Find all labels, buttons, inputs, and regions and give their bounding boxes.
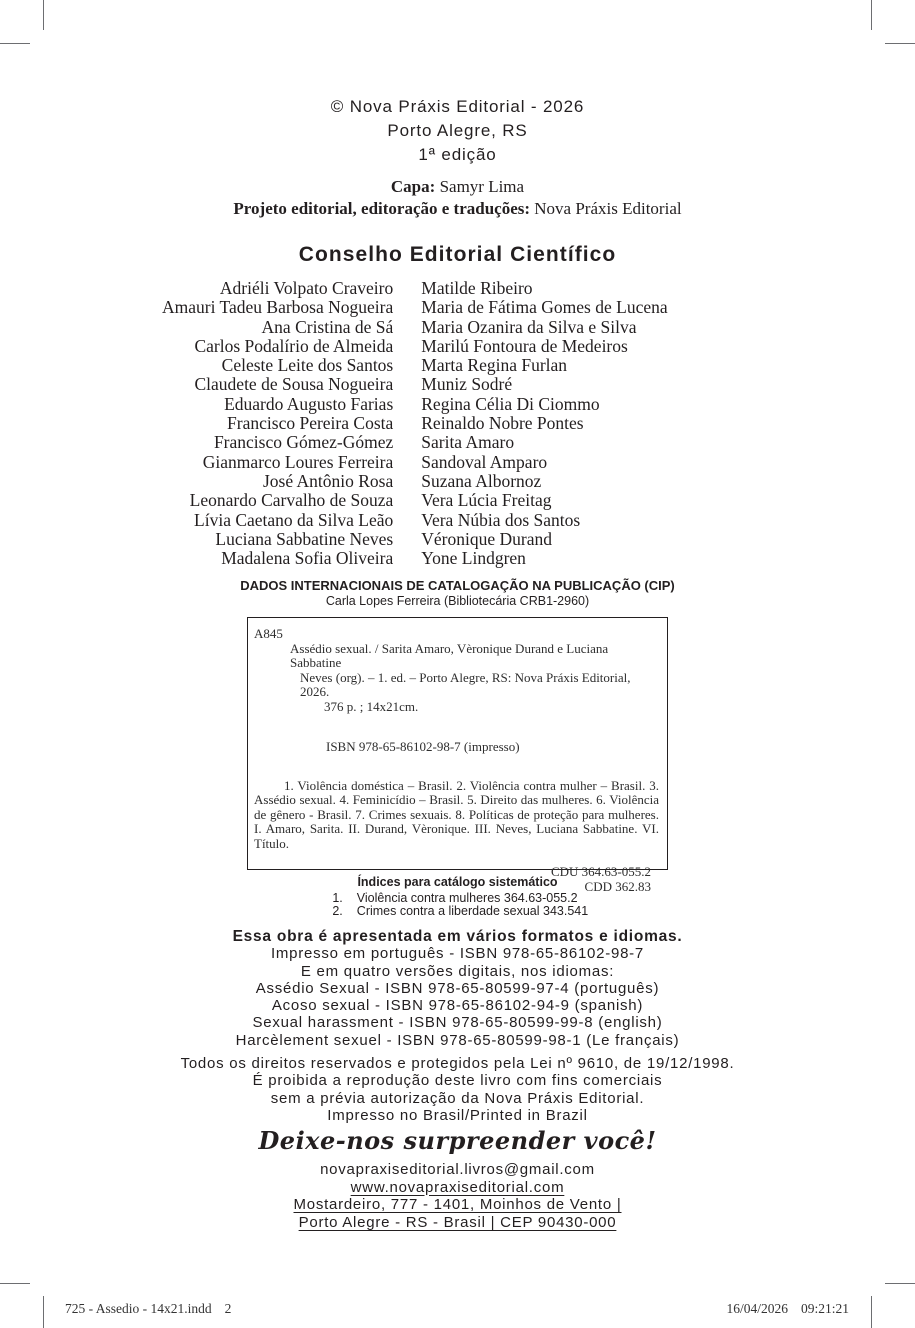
publisher-tagline: Deixe-nos surpreender você! bbox=[258, 1126, 657, 1155]
list-item: Regina Célia Di Ciommo bbox=[421, 393, 600, 414]
council-columns bbox=[93, 279, 721, 568]
edition-line: 1ª edição bbox=[418, 145, 497, 164]
rights-line: Todos os direitos reservados e protegidos pela Lei nº 9610, de 19/12/1998. bbox=[180, 1055, 735, 1072]
list-item: Gianmarco Loures Ferreira bbox=[202, 451, 394, 472]
index-number: 2. bbox=[332, 904, 343, 918]
format-isbn-line: Harcèlement sexuel - ISBN 978-65-80599-98-1 (Le français) bbox=[235, 1031, 680, 1049]
rights-line: Impresso no Brasil/Printed in Brazil bbox=[327, 1106, 588, 1124]
contact-email: novapraxiseditorial.livros@gmail.com bbox=[320, 1161, 595, 1178]
slug-left bbox=[65, 1301, 231, 1317]
credits-block bbox=[0, 176, 915, 220]
rights-line: sem a prévia autorização da Nova Práxis Editorial. bbox=[270, 1089, 645, 1107]
slug-page-number: 2 bbox=[224, 1301, 232, 1316]
contact-address-line2: Porto Alegre - RS - Brasil | CEP 90430-000 bbox=[298, 1213, 617, 1231]
crop-mark-bottom-right-v bbox=[871, 1296, 872, 1328]
cip-title: DADOS INTERNACIONAIS DE CATALOGAÇÃO NA PUBLICAÇÃO (CIP) bbox=[240, 578, 675, 593]
list-item: Matilde Ribeiro bbox=[421, 278, 533, 298]
list-item bbox=[327, 905, 588, 918]
city-line: Porto Alegre, RS bbox=[387, 121, 528, 140]
list-item: Reinaldo Nobre Pontes bbox=[421, 413, 584, 434]
rights-block bbox=[0, 1055, 915, 1124]
list-item: Claudete de Sousa Nogueira bbox=[194, 374, 394, 395]
indices-title: Índices para catálogo sistemático bbox=[357, 875, 558, 889]
cip-cutter-code: A845 bbox=[254, 626, 283, 641]
cip-isbn: ISBN 978-65-86102-98-7 (impresso) bbox=[326, 739, 520, 754]
cover-credit-label: Capa: bbox=[390, 177, 436, 196]
list-item: Suzana Albornoz bbox=[421, 470, 542, 491]
list-item: Francisco Pereira Costa bbox=[227, 413, 394, 434]
cip-cdu-number: CDU 364.63-055.2 bbox=[550, 864, 651, 879]
format-isbn-line: Acoso sexual - ISBN 978-65-86102-94-9 (spanish) bbox=[271, 997, 644, 1015]
council-column-left bbox=[93, 279, 393, 568]
list-item: Carlos Podalírio de Almeida bbox=[194, 335, 394, 356]
formats-list bbox=[0, 945, 915, 1049]
list-item: Celeste Leite dos Santos bbox=[221, 355, 394, 376]
council-title: Conselho Editorial Científico bbox=[298, 243, 617, 266]
crop-mark-bottom-right-h bbox=[885, 1283, 915, 1284]
list-item: Sarita Amaro bbox=[421, 432, 515, 453]
list-item: Maria de Fátima Gomes de Lucena bbox=[421, 297, 668, 318]
format-isbn-line: Sexual harassment - ISBN 978-65-80599-99-8 (english) bbox=[252, 1014, 663, 1032]
list-item: Vera Lúcia Freitag bbox=[421, 490, 552, 511]
list-item: Véronique Durand bbox=[421, 528, 552, 549]
list-item: José Antônio Rosa bbox=[262, 470, 394, 491]
publisher-header bbox=[0, 95, 915, 167]
crop-mark-top-right-h bbox=[885, 43, 915, 44]
slug-time: 09:21:21 bbox=[800, 1301, 849, 1316]
contact-address-line1: Mostardeiro, 777 - 1401, Moinhos de Vento | bbox=[293, 1196, 622, 1214]
indices-block bbox=[0, 876, 915, 918]
list-item: Amauri Tadeu Barbosa Nogueira bbox=[162, 297, 394, 318]
cip-cdd-number: CDD 362.83 bbox=[584, 878, 651, 894]
list-item: Marilú Fontoura de Medeiros bbox=[421, 335, 628, 356]
indices-list bbox=[327, 891, 588, 918]
cip-description-line: Assédio sexual. / Sarita Amaro, Vèronique Durand e Luciana Sabbatine bbox=[290, 640, 609, 670]
copyright-line: © Nova Práxis Editorial - 2026 bbox=[330, 97, 585, 116]
editorial-credit-value: Nova Práxis Editorial bbox=[530, 199, 682, 218]
cip-subjects: 1. Violência doméstica – Brasil. 2. Violência contra mulher – Brasil. 3. Assédio sexual. 4. Feminicídio – Brasil. 5. Direito das mulheres. 6. Violência de gênero - Brasil. 7. Crimes sexuais. 8. Políticas de proteção para mulheres. I. Amaro, Sarita. II. Durand, Vèronique. III. Neves, Luciana Sabbatine. VI. Título. bbox=[254, 777, 659, 851]
slug-right bbox=[726, 1301, 849, 1317]
editorial-credit-line bbox=[0, 198, 915, 220]
format-isbn-line: E em quatro versões digitais, nos idiomas: bbox=[300, 962, 615, 980]
list-item bbox=[327, 892, 588, 905]
cip-description-line: Neves (org). – 1. ed. – Porto Alegre, RS: Nova Práxis Editorial, 2026. bbox=[300, 669, 631, 699]
format-isbn-line: Impresso em português - ISBN 978-65-86102-98-7 bbox=[270, 945, 644, 963]
list-item: Marta Regina Furlan bbox=[421, 355, 568, 376]
list-item: Yone Lindgren bbox=[421, 548, 526, 569]
contact-block bbox=[0, 1161, 915, 1231]
cover-credit-line bbox=[0, 176, 915, 198]
list-item: Muniz Sodré bbox=[421, 374, 513, 395]
slug-filename: 725 - Assedio - 14x21.indd bbox=[65, 1301, 212, 1316]
list-item: Lívia Caetano da Silva Leão bbox=[194, 509, 394, 530]
format-isbn-line: Assédio Sexual - ISBN 978-65-80599-97-4 (português) bbox=[255, 979, 660, 997]
crop-mark-top-right-v bbox=[871, 0, 872, 30]
crop-mark-top-left-h bbox=[0, 43, 30, 44]
cover-credit-value: Samyr Lima bbox=[435, 177, 525, 196]
contact-website: www.novapraxiseditorial.com bbox=[350, 1178, 565, 1196]
council-column-right bbox=[421, 279, 721, 568]
slug-date: 16/04/2026 bbox=[726, 1301, 788, 1316]
list-item: Luciana Sabbatine Neves bbox=[215, 528, 394, 549]
crop-mark-top-left-v bbox=[43, 0, 44, 30]
editorial-credit-label: Projeto editorial, editoração e traduções: bbox=[233, 199, 531, 218]
list-item: Madalena Sofia Oliveira bbox=[221, 548, 394, 569]
formats-block bbox=[0, 928, 915, 1049]
list-item: Vera Núbia dos Santos bbox=[421, 509, 581, 530]
rights-line: É proibida a reprodução deste livro com fins comerciais bbox=[252, 1072, 663, 1090]
cip-librarian: Carla Lopes Ferreira (Bibliotecária CRB1-2960) bbox=[325, 594, 590, 608]
list-item: Eduardo Augusto Farias bbox=[224, 393, 394, 414]
index-text: Crimes contra a liberdade sexual 343.541 bbox=[356, 904, 589, 918]
index-text: Violência contra mulheres 364.63-055.2 bbox=[356, 890, 578, 905]
index-number: 1. bbox=[332, 890, 343, 905]
formats-title: Essa obra é apresentada em vários formatos e idiomas. bbox=[232, 928, 683, 945]
list-item: Sandoval Amparo bbox=[421, 451, 548, 472]
list-item: Leonardo Carvalho de Souza bbox=[189, 490, 394, 511]
list-item: Francisco Gómez-Gómez bbox=[213, 432, 394, 453]
list-item: Adriéli Volpato Craveiro bbox=[219, 278, 394, 298]
list-item: Ana Cristina de Sá bbox=[261, 316, 394, 337]
cip-description-line: 376 p. ; 14x21cm. bbox=[324, 698, 419, 714]
crop-mark-bottom-left-h bbox=[0, 1283, 30, 1284]
crop-mark-bottom-left-v bbox=[43, 1296, 44, 1328]
list-item: Maria Ozanira da Silva e Silva bbox=[421, 316, 637, 337]
